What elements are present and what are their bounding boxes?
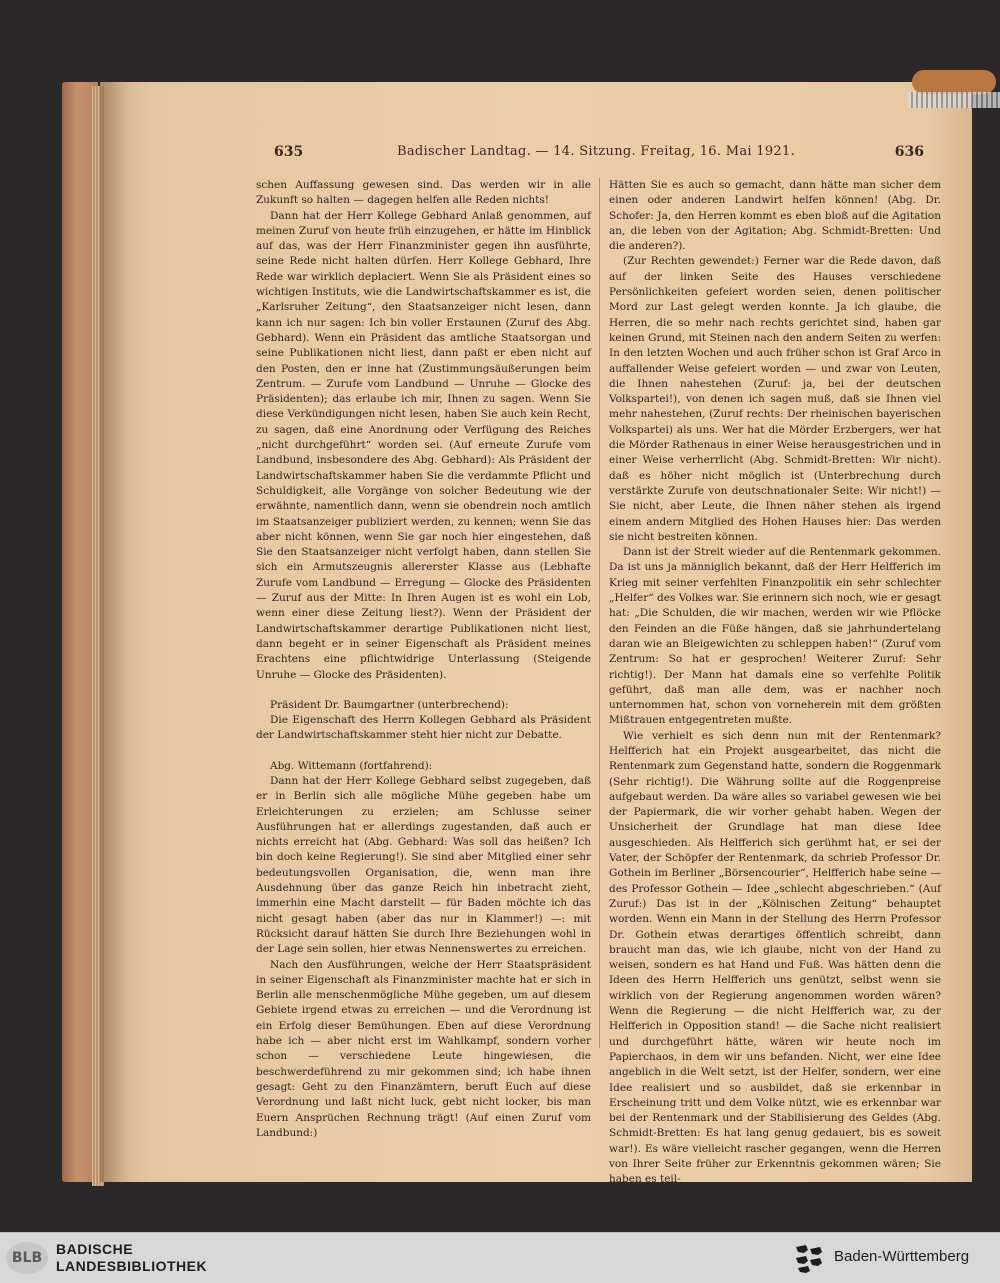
paragraph: Dann hat der Herr Kollege Gebhard selbst zugegeben, daß er in Berlin sich alle mögliche Mühe gegeben habe um Erleichterungen zu erzielen; am Schlusse seiner Ausführungen hat er allerdings zugestanden, daß auch er nichts erreicht hat (Abg. Gebhard: Was soll das heißen? Ich bin doch keine Regierung!). Sie sind aber Mitglied einer sehr bedeutungsvollen Organisation, die, wenn man ihre Ausdehnung über das ganze Reich hin inbetracht zieht, immerhin eine Macht darstellt — für Baden möchte ich das nicht gesagt haben (aber das nur in Klammer!) —: mit Rücksicht darauf hätten Sie durch Ihre Beziehungen wohl in der Lage sein sollen, hier etwas Nennenswertes zu erreichen. xyxy=(256,774,591,956)
running-title: Badischer Landtag. — 14. Sitzung. Freitag, 16. Mai 1921. xyxy=(396,144,795,159)
color-scale-strip xyxy=(908,92,1000,108)
state-label[interactable]: Baden-Württemberg xyxy=(834,1248,970,1265)
library-name[interactable] xyxy=(56,1241,207,1275)
speaker-line: Abg. Wittemann (fortfahrend): xyxy=(270,759,433,772)
page-number-left: 635 xyxy=(274,144,304,160)
paragraph: Dann ist der Streit wieder auf die Rentenmark gekommen. Da ist uns ja männiglich bekannt, daß der Herr Helfferich im Krieg mit seiner verfehlten Finanzpolitik ein sehr schlechter „Helfer“ des Volkes war. Sie erinnern sich noch, wie er gesagt hat: „Die Schulden, die wir machen, werden wir wie Pflöcke den Feinden an die Füße hängen, daß sie jahrhundertelang daran wie an Bleigewichten zu schleppen haben!“ (Zuruf vom Zentrum: So hat er gesprochen! Weiterer Zuruf: Sehr richtig!). Der Mann hat damals eine so verfehlte Politik geführt, daß man alle dem, was er nachher noch unternommen hat, schon von vorneherein mit dem größten Mißtrauen entgegentreten mußte. xyxy=(609,546,941,727)
column-divider xyxy=(599,178,600,1048)
paragraph: schen Auffassung gewesen sind. Das werden wir in alle Zukunft so halten — dagegen helfen alle Reden nichts! xyxy=(256,179,591,207)
page-header xyxy=(268,144,924,166)
paragraph: Dann hat der Herr Kollege Gebhard Anlaß genommen, auf meinen Zuruf von heute früh einzugehen, er hätte im Hinblick auf das, was der Herr Finanzminister gegen ihn ausführte, seine Rede nicht halten dürfen. Herr Kollege Gebhard, Ihre Rede war wirklich deplaciert. Wenn Sie als Präsident eines so wichtigen Instituts, wie die Landwirtschaftskammer es ist, die „Karlsruher Zeitung“, den Staatsanzeiger nicht lesen, dann kann ich nur sagen: Ich bin voller Erstaunen (Zuruf des Abg. Gebhard). Wenn ein Präsident das amtliche Staatsorgan und seine Publikationen nicht liest, dann paßt er eben nicht auf den Posten, den er inne hat (Zustimmungsäußerungen beim Zentrum. — Zurufe vom Landbund — Unruhe — Glocke des Präsidenten); das erlaube ich mir, Ihnen zu sagen. Wenn Sie diese Verkündigungen nicht lesen, haben Sie auch kein Recht, zu sagen, daß eine Anordnung oder Verfügung des Reiches „nicht durchgeführt“ worden sei. (Auf erneute Zurufe vom Landbund, insbesondere des Abg. Gebhard): Als Präsident der Landwirtschaftskammer haben Sie die verdammte Pflicht und Schuldigkeit, alle Vorgänge von solcher Bedeutung wie der erwähnte, namentlich dann, wenn sie obendrein noch amtlich im Staatsanzeiger publiziert werden, zu kennen; wenn Sie das aber nicht können, wenn Sie gar noch hier eingestehen, daß Sie den Staatsanzeiger nicht verfolgt haben, dann stellen Sie sich ein Armutszeugnis allererster Klasse aus (Lebhafte Zurufe vom Landbund — Erregung — Glocke des Präsidenten — Zuruf aus der Mitte: In Ihren Augen ist es wohl ein Lob, wenn einer diese Zeitung liest?). Wenn der Präsident der Landwirtschaftskammer derartige Publikationen nicht liest, dann begeht er in seiner Eigenschaft als Präsident meines Erachtens eine pflichtwidrige Unterlassung (Steigende Unruhe — Glocke des Präsidenten). xyxy=(256,209,591,681)
paragraph: Hätten Sie es auch so gemacht, dann hätte man sicher dem einen oder anderen Landwirt helfen können! (Abg. Dr. Schofer: Ja, den Herren kommt es eben bloß auf die Agitation an, die leben von der Agitation; Abg. Schmidt-Bretten: Und die anderen?). xyxy=(609,179,941,253)
library-name-line1: BADISCHE xyxy=(56,1241,134,1257)
paragraph: Die Eigenschaft des Herrn Kollegen Gebhard als Präsident der Landwirtschaftskammer steht hier nicht zur Debatte. xyxy=(256,714,591,742)
page-number-right: 636 xyxy=(894,144,924,160)
paragraph: Nach den Ausführungen, welche der Herr Staatspräsident in seiner Eigenschaft als Finanzminister machte hat er sich in Berlin alle menschenmögliche Mühe gegeben, um auf diesem Gebiete irgend etwas zu erreichen — und die Verordnung ist ein Erfolg dieser Bemühungen. Eben auf diese Verordnung habe ich — aber nicht erst im Wahlkampf, sondern vorher schon — verschiedene Leute hingewiesen, die beschwerdeführend zu mir gekommen sind; ich habe ihnen gesagt: Geht zu den Finanzämtern, beruft Euch auf diese Verordnung und laßt nicht luck, gebt nicht locker, bis man Euern Ansprüchen Rechnung trägt! (Auf einen Zuruf vom Landbund:) xyxy=(256,958,591,1139)
paragraph: Wie verhielt es sich denn nun mit der Rentenmark? Helfferich hat ein Projekt ausgearbeitet, das nicht die Rentenmark zum Gegenstand hatte, sondern die Roggenmark (Sehr richtig!). Die Währung sollte auf die Roggenpreise aufgebaut werden. Da wäre alles so variabel gewesen wie bei der Papiermark, die wir vorher gehabt haben. Wegen der Unsicherheit der Grundlage hat man diese Idee ausgeschieden. Als Helfferich sich gerühmt hat, er sei der Vater, der Schöpfer der Rentenmark, da schrieb Professor Dr. Gothein im Berliner „Börsencourier“, Helfferich habe seine — des Professor Gothein — Idee „schlecht abgeschrieben.“ (Auf Zuruf:) Das ist in der „Kölnischen Zeitung“ behauptet worden. Wenn ein Mann in der Stellung des Herrn Professor Dr. Gothein etwas derartiges öffentlich schreibt, dann braucht man das, wie ich glaube, nicht von der Hand zu weisen, sondern es hat Hand und Fuß. Was hätten denn die Ideen des Herrn Helfferich uns genützt, selbst wenn sie wirklich von der Regierung angenommen worden wären? Wenn die Regierung — die nicht Helfferich war, zu der Helfferich in Opposition stand! — die Sache nicht realisiert und durchgeführt hätte, wären wir heute noch im Papierchaos, in dem wir uns befanden. Nicht, wer eine Idee angeblich in die Welt setzt, ist der Helfer, sondern, wer eine Idee realisiert und so ausbildet, daß sie erkennbar in Erscheinung tritt und dem Volke nützt, wie es erkennbar war bei der Rentenmark und der Stabilisierung des Geldes (Abg. Schmidt-Bretten: Es hat lang genug gedauert, bis es soweit war!). Es wäre vielleicht rascher gegangen, wenn die Herren von Ihrer Seite früher zur Erkenntnis gekommen wären; Sie haben es teil- xyxy=(609,729,941,1186)
text-column-left xyxy=(256,178,591,1141)
lions-emblem-icon xyxy=(792,1241,826,1275)
viewer-footer xyxy=(0,1232,1000,1283)
speaker-line: Präsident Dr. Baumgartner (unterbrechend): xyxy=(270,698,509,711)
spine-shadow xyxy=(100,82,130,1182)
blb-logo[interactable]: BLB xyxy=(6,1242,48,1274)
paragraph: (Zur Rechten gewendet:) Ferner war die Rede davon, daß auf der linken Seite des Hauses verschiedene Persönlichkeiten gefeiert worden seien, denen politischer Mord zur Last gelegt werden konnte. Ja ich glaube, die Herren, die so mehr nach rechts gerichtet sind, haben gar keinen Grund, mit Steinen nach den andern Seiten zu werfen: In den letzten Wochen und auch früher schon ist Graf Arco in auffallender Weise gefeiert worden — und zwar von Leuten, die Ihnen nahestehen (Zuruf: ja, bei der deutschen Volkspartei!), von denen ich sagen muß, daß sie Ihnen viel mehr nahestehen, (Zuruf rechts: Der rheinischen bayerischen Volkspartei) als uns. Wer hat die Mörder Erzbergers, wer hat die Mörder Rathenaus in einer Weise herausgestrichen und in einer Weise verherrlicht (Abg. Schmidt-Bretten: Wir nicht). daß es höher nicht möglich ist (Unterbrechung durch verstärkte Zurufe von deutschnationaler Seite: Wir nicht!) — Sie nicht, aber Leute, die Ihnen näher stehen als irgend einem andern Mitglied des Hohen Hauses hier: Das werden sie nicht bestreiten können. xyxy=(609,255,941,543)
bookmark-tab xyxy=(912,70,996,94)
library-name-line2: LANDESBIBLIOTHEK xyxy=(56,1258,208,1274)
text-column-right xyxy=(609,178,941,1188)
